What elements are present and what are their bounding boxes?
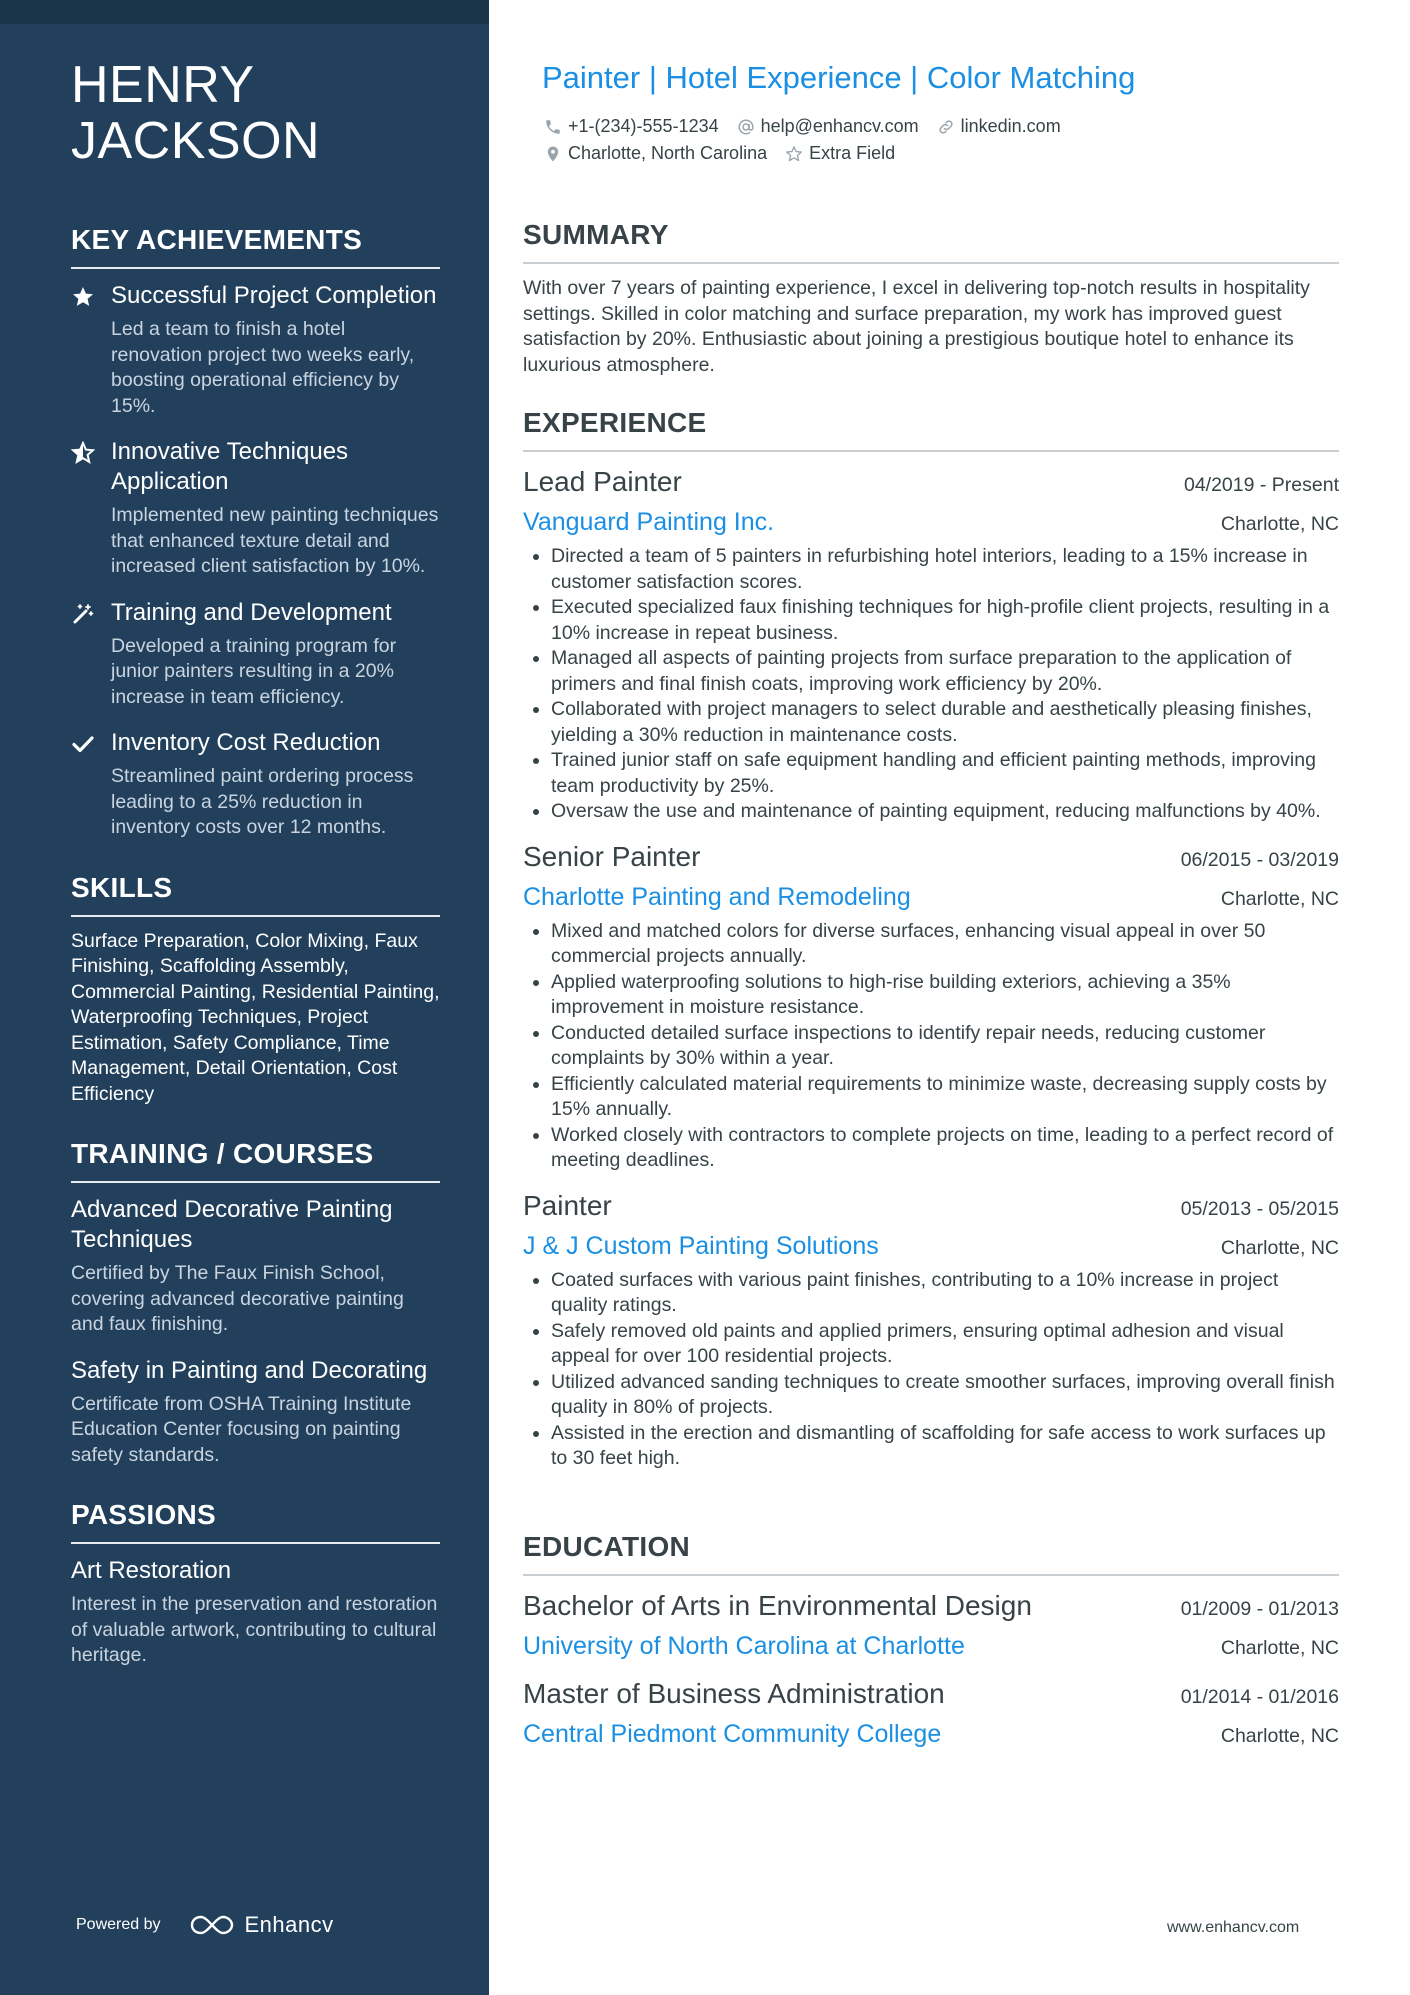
achievement-desc: Streamlined paint ordering process leading to a 25% reduction in inventory costs over 12 months. [111, 765, 414, 838]
candidate-name: HENRY JACKSON [71, 56, 321, 170]
enhancv-logo[interactable] [189, 1912, 334, 1938]
section-title: SKILLS [71, 871, 173, 903]
section-title: SUMMARY [523, 219, 669, 250]
star-icon [71, 281, 111, 419]
half-star-icon [71, 437, 111, 580]
job-bullets [523, 919, 1339, 1174]
job-dates: 04/2019 - Present [1183, 474, 1339, 496]
achievement-desc: Developed a training program for junior painters resulting in a 20% increase in team efficiency. [111, 634, 397, 708]
link-icon [937, 118, 955, 136]
passion-title: Art Restoration [71, 1557, 232, 1584]
bullet-item: • Collaborated with project managers to select durable and aesthetically pleasing finishes, yielding a 30% reduction in maintenance costs. [551, 697, 1339, 748]
achievement-title: Successful Project Completion [111, 282, 437, 309]
passion-desc: Interest in the preservation and restoration of valuable artwork, contributing to cultural heritage. [71, 1593, 438, 1666]
course-item [71, 1356, 440, 1469]
company-name: Vanguard Painting Inc. [523, 508, 775, 536]
achievement-title: Inventory Cost Reduction [111, 729, 381, 756]
education-entry [523, 1588, 1339, 1662]
magic-wand-icon [71, 598, 111, 711]
phone-text: +1-(234)-555-1234 [568, 116, 719, 136]
training-section [71, 1137, 440, 1468]
email-text: help@enhancv.com [760, 116, 919, 136]
bullet-item: • Mixed and matched colors for diverse surfaces, enhancing visual appeal in over 50 commercial projects annually. [551, 919, 1339, 970]
phone-contact[interactable] [544, 116, 719, 137]
powered-by-label: Powered by [76, 1916, 161, 1933]
section-divider [523, 1574, 1339, 1576]
bullet-item: • Conducted detailed surface inspections to identify repair needs, reducing customer complaints by 30% within a year. [551, 1021, 1339, 1072]
bullet-item: • Trained junior staff on safe equipment handling and efficient painting methods, improving team productivity by 25%. [551, 748, 1339, 799]
headline: Painter | Hotel Experience | Color Matching [542, 60, 1136, 95]
passion-item [71, 1556, 440, 1669]
school-name: Central Piedmont Community College [523, 1720, 942, 1748]
job-entry [523, 464, 1339, 825]
job-location: Charlotte, NC [1220, 1236, 1339, 1259]
education-section [523, 1530, 1339, 1764]
course-item [71, 1195, 440, 1338]
section-title: PASSIONS [71, 1499, 217, 1530]
bullet-item: • Utilized advanced sanding techniques to create smoother surfaces, improving overall finish quality in 80% of projects. [551, 1370, 1339, 1421]
bullet-item: • Oversaw the use and maintenance of painting equipment, reducing malfunctions by 40%. [551, 799, 1339, 825]
location-pin-icon [544, 145, 562, 163]
education-dates: 01/2009 - 01/2013 [1180, 1598, 1339, 1620]
job-title: Senior Painter [523, 840, 701, 872]
job-bullets [523, 544, 1339, 825]
achievement-item [71, 598, 440, 711]
location-text: Charlotte, North Carolina [568, 143, 768, 163]
achievement-item [71, 437, 440, 580]
section-divider [71, 1181, 440, 1183]
check-icon [71, 728, 111, 841]
education-dates: 01/2014 - 01/2016 [1180, 1686, 1339, 1708]
extra-field-contact [785, 143, 895, 164]
bullet-item: • Managed all aspects of painting projects from surface preparation to the application of primers and final finish coats, improving work efficiency by 20%. [551, 646, 1339, 697]
degree-title: Master of Business Administration [523, 1678, 945, 1709]
extra-field-text: Extra Field [809, 143, 896, 163]
powered-by [76, 1912, 334, 1938]
sidebar [0, 0, 489, 1995]
bullet-item: • Worked closely with contractors to complete projects on time, leading to a perfect record of meeting deadlines. [551, 1123, 1339, 1174]
job-dates: 05/2013 - 05/2015 [1180, 1197, 1339, 1220]
job-location: Charlotte, NC [1220, 513, 1339, 535]
education-location: Charlotte, NC [1220, 1725, 1339, 1747]
course-desc: Certified by The Faux Finish School, covering advanced decorative painting and faux finishing. [71, 1262, 404, 1335]
section-divider [523, 262, 1339, 264]
company-name: J & J Custom Painting Solutions [523, 1231, 879, 1260]
education-location: Charlotte, NC [1220, 1637, 1339, 1659]
enhancv-logo-icon [189, 1913, 235, 1937]
linkedin-contact[interactable] [937, 116, 1061, 137]
experience-section [523, 406, 1339, 1486]
job-bullets [523, 1268, 1339, 1472]
job-dates: 06/2015 - 03/2019 [1180, 848, 1339, 871]
star-outline-icon [785, 145, 803, 163]
company-name: Charlotte Painting and Remodeling [523, 882, 911, 911]
passions-section [71, 1498, 440, 1669]
skills-list: Surface Preparation, Color Mixing, Faux Finishing, Scaffolding Assembly, Commercial Painting, Residential Painting, Waterproofing Techniques, Project Estimation, Safety Compliance, Time Management, Detail Orientation, Cost Efficiency [71, 929, 440, 1105]
course-title: Advanced Decorative Painting Techniques [71, 1196, 393, 1253]
section-title: EDUCATION [523, 1531, 691, 1562]
bullet-item: • Safely removed old paints and applied primers, ensuring optimal adhesion and visual appeal for over 100 residential projects. [551, 1319, 1339, 1370]
summary-section [523, 218, 1339, 378]
school-name: University of North Carolina at Charlotte [523, 1632, 965, 1660]
achievement-item [71, 728, 440, 841]
achievement-title: Innovative Techniques Application [111, 438, 349, 495]
course-title: Safety in Painting and Decorating [71, 1356, 428, 1384]
bullet-item: • Directed a team of 5 painters in refurbishing hotel interiors, leading to a 15% increase in customer satisfaction scores. [551, 544, 1339, 595]
job-title: Lead Painter [523, 466, 682, 497]
linkedin-text: linkedin.com [960, 116, 1061, 136]
achievement-title: Training and Development [111, 598, 392, 626]
section-divider [523, 450, 1339, 452]
contact-info [544, 113, 1079, 167]
at-icon [737, 118, 755, 136]
section-title: EXPERIENCE [523, 407, 707, 438]
email-contact[interactable] [737, 116, 919, 137]
bullet-item: • Applied waterproofing solutions to high-rise building exteriors, achieving a 35% improvement in moisture resistance. [551, 970, 1339, 1021]
summary-text: With over 7 years of painting experience, I excel in delivering top-notch results in hospitality settings. Skilled in color matching and surface preparation, my work has improved guest satisfaction by 20%. Enthusiastic about joining a prestigious boutique hotel to enhance its luxurious atmosphere. [523, 277, 1310, 376]
bullet-item: • Assisted in the erection and dismantling of scaffolding for safe access to work surfaces up to 30 feet high. [551, 1421, 1339, 1472]
section-title: TRAINING / COURSES [71, 1138, 374, 1169]
section-divider [71, 267, 440, 269]
skills-section [71, 871, 440, 1108]
enhancv-brand-name: Enhancv [244, 1912, 334, 1937]
footer-url[interactable]: www.enhancv.com [1167, 1919, 1300, 1936]
location-contact [544, 143, 767, 164]
achievement-item [71, 281, 440, 419]
section-divider [71, 915, 440, 917]
education-entry [523, 1676, 1339, 1750]
bullet-item: • Executed specialized faux finishing techniques for high-profile client projects, resulting in a 10% increase in repeat business. [551, 595, 1339, 646]
achievement-desc: Implemented new painting techniques that enhanced texture detail and increased client satisfaction by 10%. [111, 504, 439, 577]
bullet-item: • Efficiently calculated material requirements to minimize waste, decreasing supply costs by 15% annually. [551, 1072, 1339, 1123]
achievement-desc: Led a team to finish a hotel renovation project two weeks early, boosting operational efficiency by 15%. [111, 318, 415, 417]
section-divider [71, 1542, 440, 1544]
sidebar-top-bar [0, 0, 489, 24]
degree-title: Bachelor of Arts in Environmental Design [523, 1590, 1032, 1621]
job-entry [523, 839, 1339, 1174]
phone-icon [544, 118, 562, 136]
job-title: Painter [523, 1189, 612, 1221]
bullet-item: • Coated surfaces with various paint finishes, contributing to a 10% increase in project quality ratings. [551, 1268, 1339, 1319]
section-title: KEY ACHIEVEMENTS [71, 224, 363, 255]
job-entry [523, 1188, 1339, 1472]
key-achievements-section [71, 223, 440, 841]
course-desc: Certificate from OSHA Training Institute Education Center focusing on painting safety standards. [71, 1392, 412, 1466]
job-location: Charlotte, NC [1220, 887, 1339, 910]
